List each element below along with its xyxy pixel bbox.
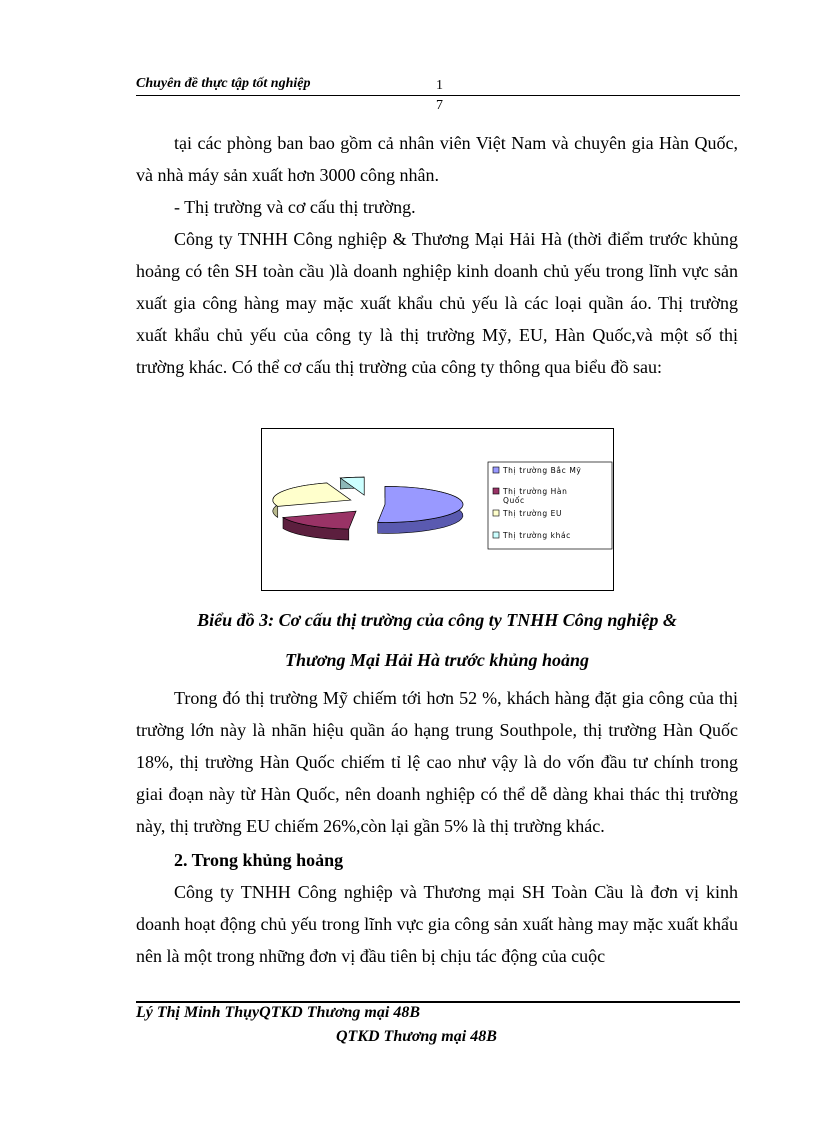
footer-author: Lý Thị Minh ThụyQTKD Thương mại 48B: [136, 1004, 420, 1021]
market-structure-chart: [261, 428, 614, 591]
paragraph-company-intro: Công ty TNHH Công nghiệp & Thương Mại Hải Hà (thời điểm trước khủng hoảng có tên SH toàn cầu )là doanh nghiệp kinh doanh chủ yếu trong lĩnh vực sản xuất gia công hàng may mặc xuất khẩu chủ yếu là các loại quần áo. Thị trường xuất khẩu chủ yếu của công ty là thị trường Mỹ, EU, Hàn Quốc,và một số thị trường khác. Có thể cơ cấu thị trường của công ty thông qua biểu đồ sau:: [136, 229, 738, 377]
pie-slice-2: [273, 483, 351, 517]
body-text-top: [136, 127, 738, 383]
pie-slice-0: [378, 486, 463, 533]
pie-chart-svg: [262, 429, 613, 590]
header-rule: [136, 95, 740, 96]
legend-swatch-3: [493, 532, 499, 538]
paragraph-crisis: Công ty TNHH Công nghiệp và Thương mại SH Toàn Cầu là đơn vị kinh doanh hoạt động chủ yếu trong lĩnh vực gia công sản xuất hàng may mặc xuất khẩu nên là một trong những đơn vị đầu tiên bị chịu tác động của cuộc: [136, 882, 738, 966]
paragraph-market-shares: Trong đó thị trường Mỹ chiếm tới hơn 52 %, khách hàng đặt gia công của thị trường lớn này là nhãn hiệu quần áo hạng trung Southpole, thị trường Hàn Quốc 18%, thị trường Hàn Quốc chiếm tỉ lệ cao như vậy là do vốn đầu tư chính trong giai đoạn này từ Hàn Quốc, nên doanh nghiệp có thể dễ dàng khai thác thị trường này, thị trường EU chiếm 26%,còn lại gần 5% là thị trường khác.: [136, 688, 738, 836]
paragraph-market-heading: - Thị trường và cơ cấu thị trường.: [174, 197, 416, 217]
chart-caption-line-2: Thương Mại Hải Hà trước khủng hoảng: [285, 650, 589, 670]
legend-label-0-0: Thị trường Bắc Mỹ: [503, 466, 582, 475]
chart-legend: [488, 462, 612, 549]
pie-slice-1: [283, 511, 356, 540]
legend-swatch-2: [493, 510, 499, 516]
legend-swatch-1: [493, 488, 499, 494]
footer-rule: [136, 1001, 740, 1003]
page-number-second-digit: 7: [436, 98, 443, 113]
legend-label-1-1: Quốc: [503, 496, 525, 505]
legend-label-1-0: Thị trường Hàn: [503, 487, 568, 496]
footer-class: QTKD Thương mại 48B: [336, 1028, 497, 1045]
legend-swatch-0: [493, 467, 499, 473]
legend-label-2-0: Thị trường EU: [503, 509, 563, 518]
chart-caption-line-1: Biểu đồ 3: Cơ cấu thị trường của công ty TNHH Công nghiệp &: [197, 610, 677, 630]
header-title: Chuyên đề thực tập tốt nghiệp: [136, 76, 311, 91]
pie-slice-3: [340, 477, 364, 495]
page-number-first-digit: 1: [436, 78, 443, 93]
paragraph-staff: tại các phòng ban bao gồm cả nhân viên Việt Nam và chuyên gia Hàn Quốc, và nhà máy sản xuất hơn 3000 công nhân.: [136, 133, 738, 185]
body-text-bottom: [136, 682, 738, 972]
legend-label-3-0: Thị trường khác: [503, 531, 571, 540]
section-heading-crisis: 2. Trong khủng hoảng: [174, 850, 344, 870]
